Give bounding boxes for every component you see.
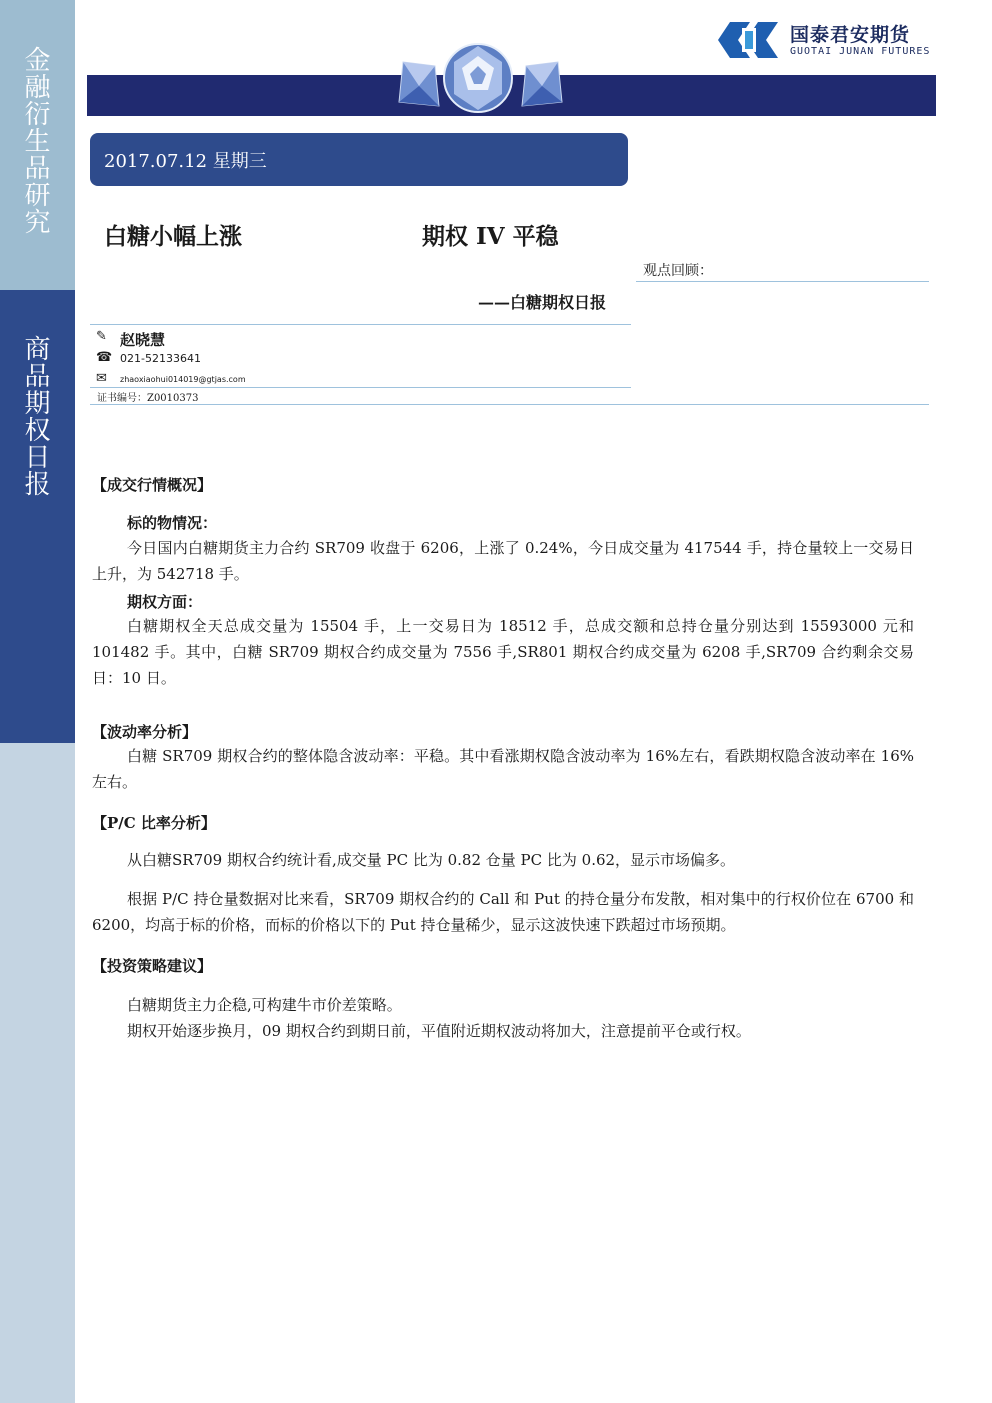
pencil-icon: ✎ xyxy=(96,329,107,344)
pc-paragraph-1: 从白糖SR709 期权合约统计看,成交量 PC 比为 0.82 仓量 PC 比为 0.62，显示市场偏多。 xyxy=(127,851,736,869)
diamond-right-icon xyxy=(518,58,566,110)
report-subtitle: ——白糖期权日报 xyxy=(478,293,607,312)
strategy-line-2: 期权开始逐步换月，09 期权合约到期日前，平值附近期权波动将加大，注意提前平仓或行权。 xyxy=(127,1022,751,1040)
report-date-bar xyxy=(90,133,628,186)
underlying-subheading: 标的物情况： xyxy=(127,514,218,532)
diamond-left-icon xyxy=(395,58,443,110)
author-phone: 021-52133641 xyxy=(120,352,201,365)
divider xyxy=(636,281,929,282)
report-title-right: 期权 IV 平稳 xyxy=(422,223,559,250)
options-paragraph: 白糖期权全天总成交量为 15504 手，上一交易日为 18512 手，总成交额和总持仓量分别达到 15593000 元和 101482 手。其中，白糖 SR709 期权合约成交量为 7556 手,SR801 期权合约成交量为 6208 手,SR709 合约剩余交易日：10 日。 xyxy=(92,617,914,687)
email-icon: ✉ xyxy=(96,371,107,386)
company-logo xyxy=(716,18,936,64)
divider xyxy=(90,387,631,388)
author-email: zhaoxiaohui014019@gtjas.com xyxy=(120,375,246,384)
sidebar-bottom-panel xyxy=(0,743,75,1403)
logo-chinese-name: 国泰君安期货 xyxy=(790,24,911,46)
logo-mark-icon xyxy=(716,18,782,62)
sidebar-category-label: 金 融 衍 生 品 研 究 xyxy=(24,46,51,238)
section-heading-volatility: 【波动率分析】 xyxy=(92,723,198,741)
report-title-left: 白糖小幅上涨 xyxy=(104,223,242,250)
pc-paragraph-2: 根据 P/C 持仓量数据对比来看，SR709 期权合约的 Call 和 Put 的持仓量分布发散，相对集中的行权价位在 6700 和 6200，均高于标的价格，而标的价格以下的 Put 持仓量稀少，显示这波快速下跌超过市场预期。 xyxy=(92,890,914,934)
volatility-paragraph: 白糖 SR709 期权合约的整体隐含波动率：平稳。其中看涨期权隐含波动率为 16%左右，看跌期权隐含波动率在 16%左右。 xyxy=(92,747,914,791)
section-heading-overview: 【成交行情概况】 xyxy=(92,476,213,494)
strategy-line-1: 白糖期货主力企稳,可构建牛市价差策略。 xyxy=(127,996,402,1014)
underlying-paragraph: 今日国内白糖期货主力合约 SR709 收盘于 6206，上涨了 0.24%，今日成交量为 417544 手，持仓量较上一交易日上升，为 542718 手。 xyxy=(92,539,914,583)
diamond-center-icon xyxy=(440,42,516,114)
divider xyxy=(90,404,929,405)
section-heading-strategy: 【投资策略建议】 xyxy=(92,957,213,975)
author-name: 赵晓慧 xyxy=(120,331,166,349)
phone-icon: ☎ xyxy=(96,350,113,365)
divider xyxy=(90,324,631,325)
section-heading-pc-ratio: 【P/C 比率分析】 xyxy=(92,814,216,832)
logo-english-name: GUOTAI JUNAN FUTURES xyxy=(790,46,931,57)
sidebar-report-type-label: 商 品 期 权 日 报 xyxy=(24,335,51,500)
report-date: 2017.07.12 星期三 xyxy=(104,151,267,172)
viewpoint-review-label: 观点回顾： xyxy=(643,263,713,279)
author-certificate-number: 证书编号：Z0010373 xyxy=(97,393,199,404)
options-subheading: 期权方面： xyxy=(127,593,203,611)
